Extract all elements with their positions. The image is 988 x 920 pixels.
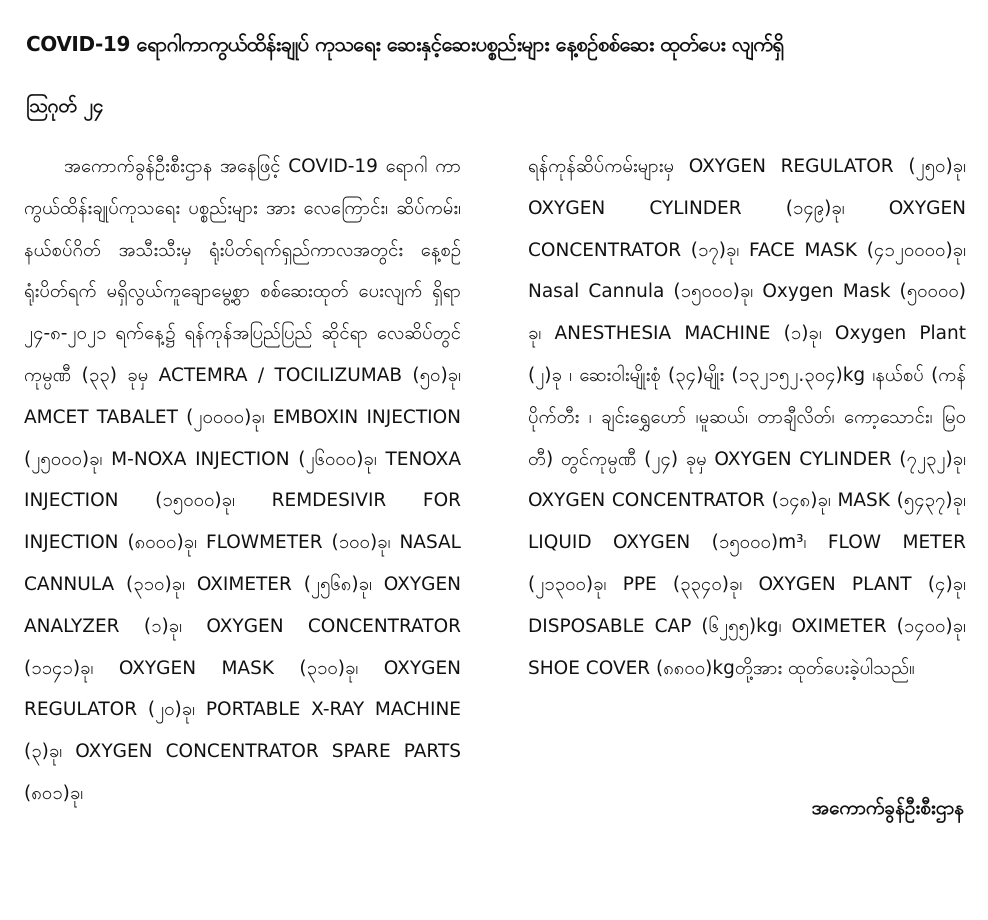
article-column-left <box>24 146 461 815</box>
headline: COVID-19 ရောဂါကာကွယ်ထိန်းချုပ် ကုသရေး ဆေးနှင့်ဆေးပစ္စည်းများ နေ့စဉ်စစ်ဆေး ထုတ်ပေး လျက်ရှိ <box>26 32 784 56</box>
dateline: ဩဂုတ် ၂၄ <box>26 95 104 117</box>
article-paragraph-left: အကောက်ခွန်ဦးစီးဌာန အနေဖြင့် COVID-19 ရောဂါ ကာကွယ်ထိန်းချုပ်ကုသရေး ပစ္စည်းများ အား လေကြောင်း၊ ဆိပ်ကမ်း၊ နယ်စပ်ဂိတ် အသီးသီးမှ ရုံးပိတ်ရက်ရှည်ကာလအတွင်း နေ့စဉ်ရုံးပိတ်ရက် မရှိလွယ်ကူချောမွေ့စွာ စစ်ဆေးထုတ် ပေးလျက် ရှိရာ ၂၄-၈-၂၀၂၁ ရက်နေ့၌ ရန်ကုန်အပြည်ပြည် ဆိုင်ရာ လေဆိပ်တွင် ကုမ္ပဏီ (၃၃) ခုမှ ACTEMRA / TOCILIZUMAB (၅၀)ခု၊ AMCET TABALET (၂၀၀၀၀)ခု၊ EMBOXIN INJECTION (၂၅၀၀၀)ခု၊ M-NOXA INJECTION (၂၆၀၀၀)ခု၊ TENOXA INJECTION (၁၅၀၀၀)ခု၊ REMDESIVIR FOR INJECTION (၈၀၀၀)ခု၊ FLOWMETER (၁၀၀)ခု၊ NASAL CANNULA (၃၁၀)ခု၊ OXIMETER (၂၅၆၈)ခု၊ OXYGEN ANALYZER (၁)ခု၊ OXYGEN CONCENTRATOR (၁၁၄၁)ခု၊ OXYGEN MASK (၃၁၀)ခု၊ OXYGEN REGULATOR (၂၀)ခု၊ PORTABLE X-RAY MACHINE (၃)ခု၊ OXYGEN CONCENTRATOR SPARE PARTS (၈၀၁)ခု၊ <box>24 156 461 804</box>
article-column-right <box>528 146 966 689</box>
signature: အကောက်ခွန်ဦးစီးဌာန <box>811 797 964 819</box>
article-paragraph-right: ရန်ကုန်ဆိပ်ကမ်းများမှ OXYGEN REGULATOR (၂၅၀)ခု၊ OXYGEN CYLINDER (၁၄၉)ခု၊ OXYGEN CONCENTRATOR (၁၇)ခု၊ FACE MASK (၄၁၂၀၀၀၀)ခု၊ Nasal Cannula (၁၅၀၀၀)ခု၊ Oxygen Mask (၅၀၀၀၀) ခု၊ ANESTHESIA MACHINE (၁)ခု၊ Oxygen Plant (၂)ခု ၊ ဆေးဝါးမျိုးစုံ (၃၄)မျိုး (၁၃၂၁၅၂.၃၀၄)kg ၊နယ်စပ် (ကန်ပိုက်တီး ၊ ချင်းရွှေဟော် ၊မူဆယ်၊ တာချီလိတ်၊ ကော့သောင်း၊ မြဝတီ) တွင်ကုမ္ပဏီ (၂၄) ခုမှ OXYGEN CYLINDER (၇၂၃၂)ခု၊ OXYGEN CONCENTRATOR (၁၄၈)ခု၊ MASK (၅၄၃၇)ခု၊ LIQUID OXYGEN (၁၅၀၀၀)m³၊ FLOW METER (၂၁၃၀၀)ခု၊ PPE (၃၃၄၀)ခု၊ OXYGEN PLANT (၄)ခု၊ DISPOSABLE CAP (၆၂၅၅)kg၊ OXIMETER (၁၄၀၀)ခု၊ SHOE COVER (၈၈၀၀)kgတို့အား ထုတ်ပေးခဲ့ပါသည်။ <box>528 156 966 679</box>
